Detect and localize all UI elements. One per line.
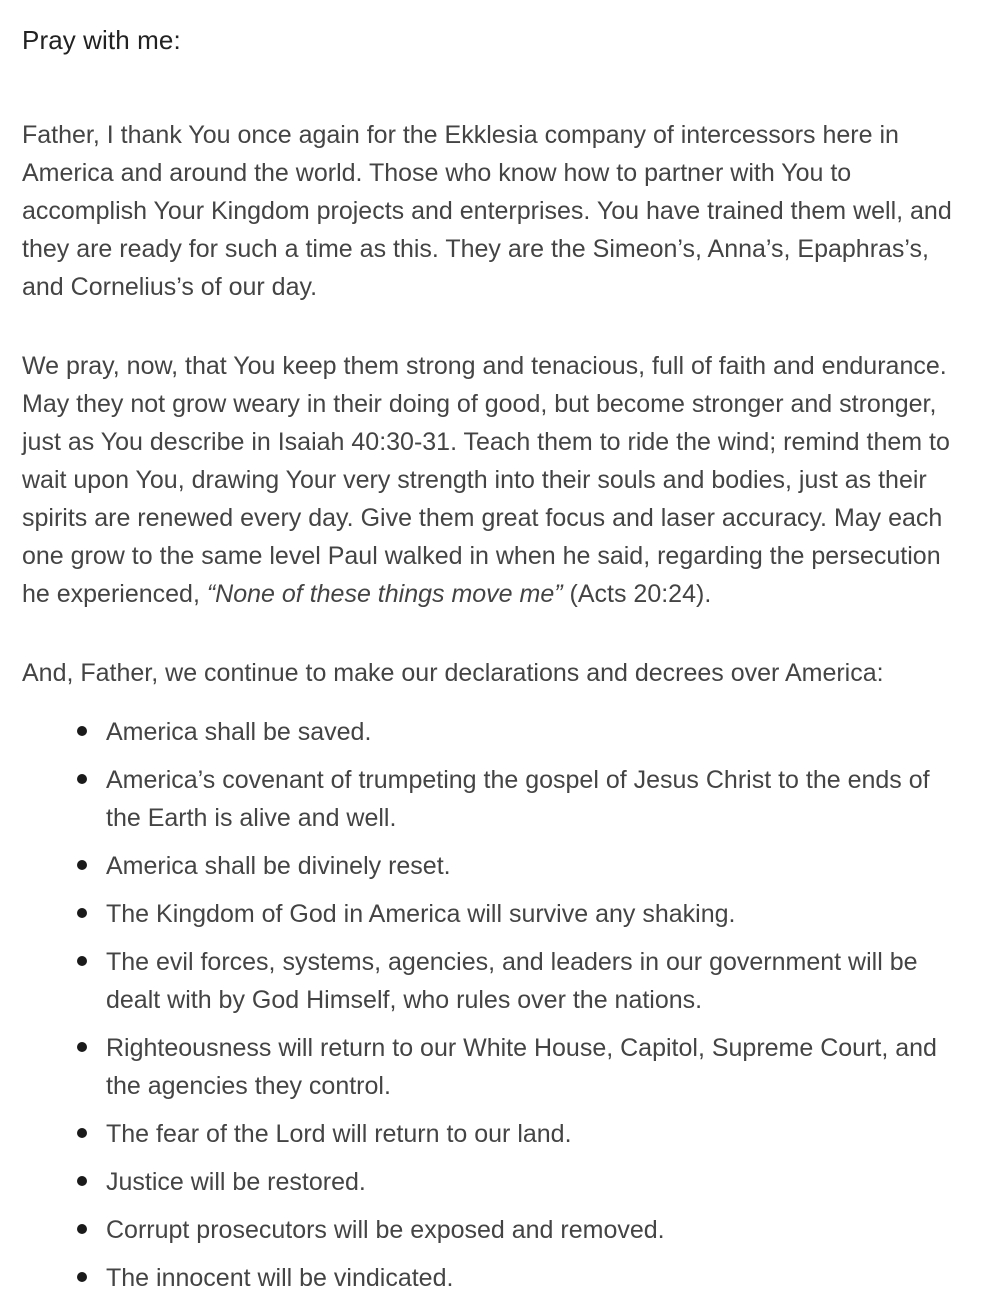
- bullet-icon: [77, 1272, 87, 1282]
- decree-text: The fear of the Lord will return to our land.: [106, 1120, 572, 1148]
- list-item: [80, 1029, 958, 1105]
- bullet-icon: [77, 774, 87, 784]
- decree-text: Righteousness will return to our White House, Capitol, Supreme Court, and the agencies they control.: [106, 1034, 937, 1100]
- bullet-icon: [77, 860, 87, 870]
- paragraph-thanks: Father, I thank You once again for the Ekklesia company of intercessors here in America and around the world. Those who know how to partner with You to accomplish Your Kingdom projects and enterprises. You have trained them well, and they are ready for such a time as this. They are the Simeon’s, Anna’s, Epaphras’s, and Cornelius’s of our day.: [22, 121, 952, 301]
- decree-text: The evil forces, systems, agencies, and leaders in our government will be dealt with by God Himself, who rules over the nations.: [106, 948, 918, 1014]
- list-item: [80, 1211, 958, 1249]
- bullet-icon: [77, 1224, 87, 1234]
- list-item: [80, 1163, 958, 1201]
- list-item: [80, 943, 958, 1019]
- paragraph-petition-text: We pray, now, that You keep them strong and tenacious, full of faith and endurance. May they not grow weary in their doing of good, but become stronger and stronger, just as You describe in Isaiah 40:30-31. Teach them to ride the wind; remind them to wait upon You, drawing Your very strength into their souls and bodies, just as their spirits are renewed every day. Give them great focus and laser accuracy. May each one grow to the same level Paul walked in when he said, regarding the persecution he experienced,: [22, 352, 950, 608]
- scripture-reference: (Acts 20:24).: [562, 580, 712, 608]
- decree-text: The Kingdom of God in America will survive any shaking.: [106, 900, 736, 928]
- decree-text: America’s covenant of trumpeting the gospel of Jesus Christ to the ends of the Earth is alive and well.: [106, 766, 930, 832]
- paragraph-declarations-intro: And, Father, we continue to make our declarations and decrees over America:: [22, 659, 884, 687]
- decree-text: Corrupt prosecutors will be exposed and removed.: [106, 1216, 665, 1244]
- list-item: [80, 761, 958, 837]
- decree-text: America shall be divinely reset.: [106, 852, 451, 880]
- bullet-icon: [77, 726, 87, 736]
- prayer-heading: Pray with me:: [22, 25, 181, 55]
- bullet-icon: [77, 956, 87, 966]
- list-item: [80, 1259, 958, 1297]
- decree-text: Justice will be restored.: [106, 1168, 366, 1196]
- paragraph-petition: [22, 347, 958, 613]
- bullet-icon: [77, 1042, 87, 1052]
- list-item: [80, 1115, 958, 1153]
- decree-text: America shall be saved.: [106, 718, 372, 746]
- bullet-icon: [77, 1176, 87, 1186]
- bullet-icon: [77, 908, 87, 918]
- list-item: [80, 895, 958, 933]
- decrees-list: [22, 713, 958, 1297]
- list-item: [80, 847, 958, 885]
- decree-text: The innocent will be vindicated.: [106, 1264, 454, 1292]
- bullet-icon: [77, 1128, 87, 1138]
- scripture-quote: “None of these things move me”: [206, 580, 563, 608]
- list-item: [80, 713, 958, 751]
